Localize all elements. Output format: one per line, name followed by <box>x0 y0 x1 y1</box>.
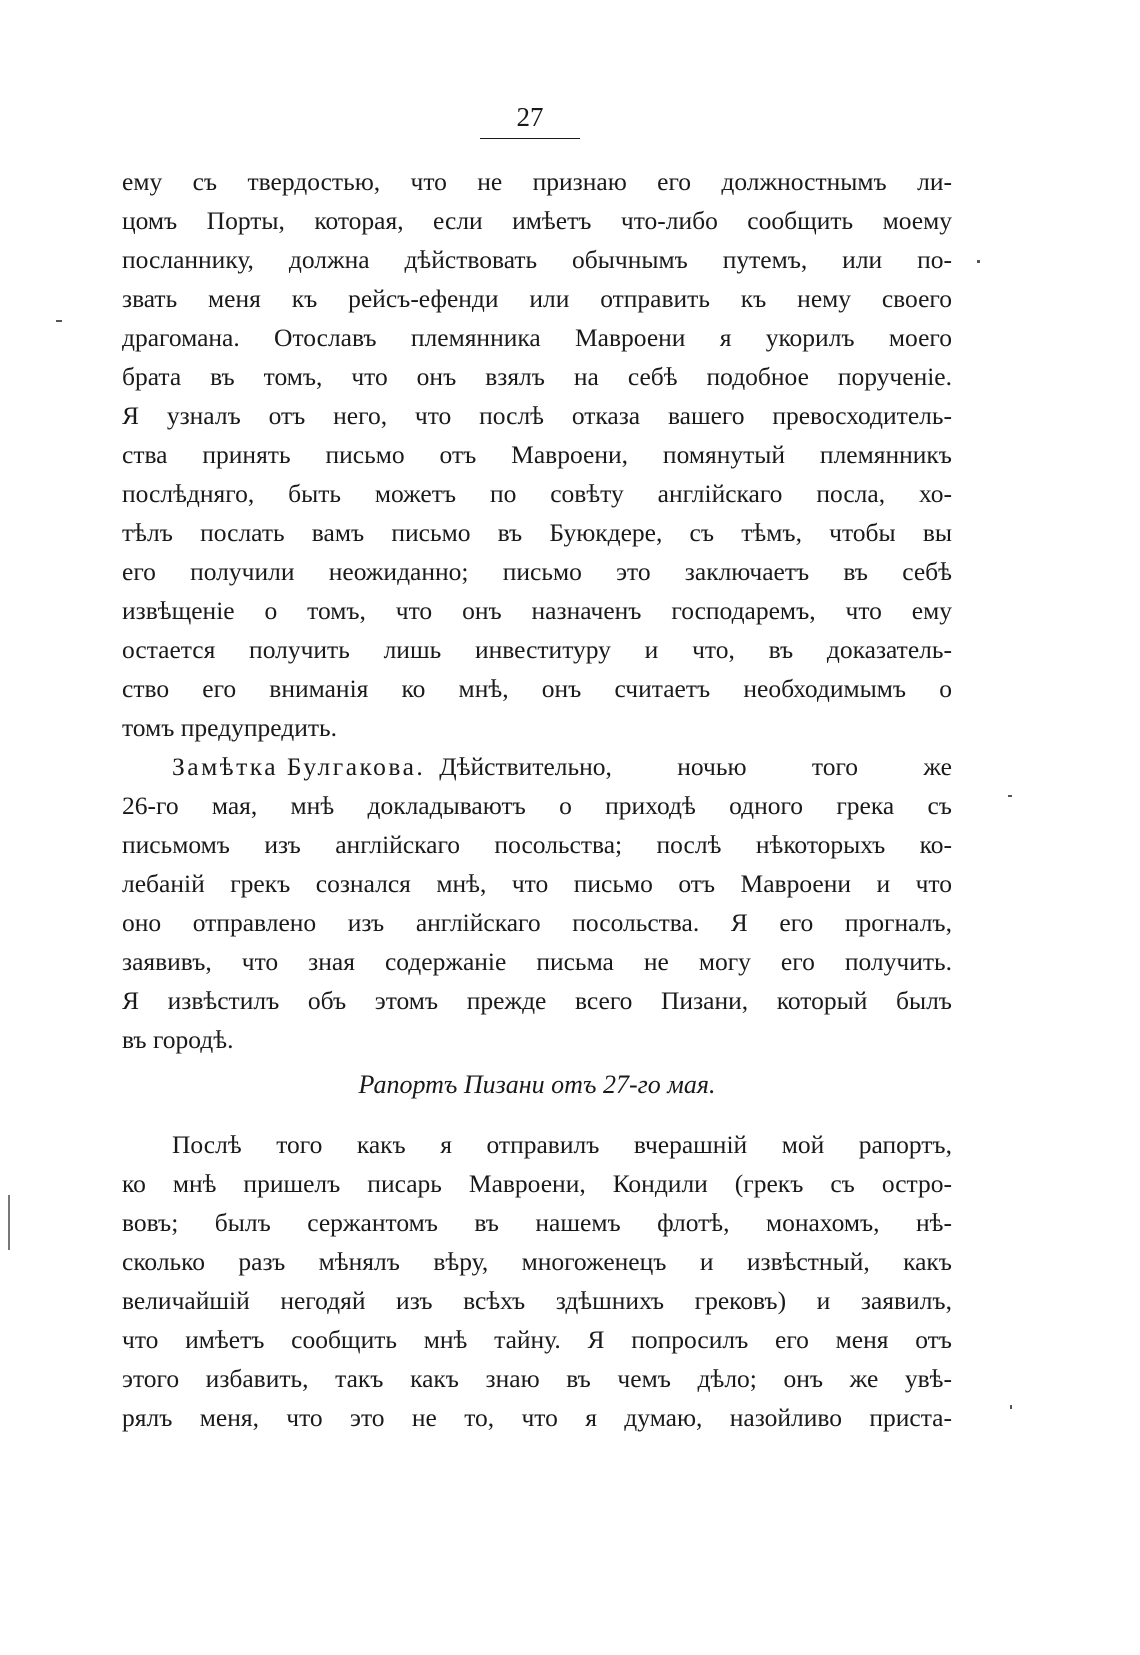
text-line: ства принять письмо отъ Мавроени, помянутый племянникъ <box>122 440 952 469</box>
report-heading: Рапортъ Пизани отъ 27-го мая. <box>358 1070 716 1099</box>
note-first-line-rest: Дѣйствительно, ночью того же <box>439 752 952 781</box>
text-line: Я извѣстилъ объ этомъ прежде всего Пизани, который былъ <box>122 986 952 1015</box>
text-line: письмомъ изъ англійскаго посольства; послѣ нѣкоторыхъ ко- <box>122 830 952 859</box>
page-number: 27 <box>516 102 544 132</box>
text-line: заявивъ, что зная содержаніе письма не могу его получить. <box>122 947 952 976</box>
text-line: что имѣетъ сообщить мнѣ тайну. Я попросилъ его меня отъ <box>122 1325 952 1354</box>
text-line: Послѣ того какъ я отправилъ вчерашній мой рапортъ, <box>172 1130 952 1159</box>
text-line: ко мнѣ пришелъ писарь Мавроени, Кондили (грекъ съ остро- <box>122 1169 952 1198</box>
note-first-line <box>172 747 952 787</box>
text-line: лебаній грекъ сознался мнѣ, что письмо отъ Мавроени и что <box>122 869 952 898</box>
text-line: оно отправлено изъ англійскаго посольства. Я его прогналъ, <box>122 908 952 937</box>
text-line: извѣщеніе о томъ, что онъ назначенъ господаремъ, что ему <box>122 596 952 625</box>
page-number-rule <box>480 138 580 139</box>
text-line: этого избавить, такъ какъ знаю въ чемъ дѣло; онъ же увѣ- <box>122 1364 952 1393</box>
text-line: томъ предупредить. <box>122 713 338 742</box>
scan-speck <box>56 320 62 322</box>
text-line: въ городѣ. <box>122 1025 234 1054</box>
text-line: тѣлъ послать вамъ письмо въ Буюкдере, съ тѣмъ, чтобы вы <box>122 518 952 547</box>
text-line: рялъ меня, что это не то, что я думаю, назойливо приста- <box>122 1403 952 1432</box>
scan-speck <box>977 260 980 263</box>
text-line: его получили неожиданно; письмо это заключаетъ въ себѣ <box>122 557 952 586</box>
scan-speck <box>8 1195 10 1250</box>
text-line: посланнику, должна дѣйствовать обычнымъ путемъ, или по- <box>122 245 952 274</box>
text-line: ему съ твердостью, что не признаю его должностнымъ ли- <box>122 167 952 196</box>
text-line: вовъ; былъ сержантомъ въ нашемъ флотѣ, монахомъ, нѣ- <box>122 1208 952 1237</box>
text-line: 26-го мая, мнѣ докладываютъ о приходѣ одного грека съ <box>122 791 952 820</box>
note-label: Замѣтка Булгакова. <box>172 752 426 781</box>
text-line: послѣдняго, быть можетъ по совѣту англійскаго посла, хо- <box>122 479 952 508</box>
text-line: брата въ томъ, что онъ взялъ на себѣ подобное порученіе. <box>122 362 952 391</box>
text-line: величайшій негодяй изъ всѣхъ здѣшнихъ грековъ) и заявилъ, <box>122 1286 952 1315</box>
text-line: сколько разъ мѣнялъ вѣру, многоженецъ и извѣстный, какъ <box>122 1247 952 1276</box>
scan-speck <box>1010 1405 1012 1409</box>
text-line: ство его вниманія ко мнѣ, онъ считаетъ необходимымъ о <box>122 674 952 703</box>
text-line: остается получить лишь инвеституру и что, въ доказатель- <box>122 635 952 664</box>
text-line: цомъ Порты, которая, если имѣетъ что-либо сообщить моему <box>122 206 952 235</box>
text-line: Я узналъ отъ него, что послѣ отказа вашего превосходитель- <box>122 401 952 430</box>
scan-speck <box>1008 795 1012 797</box>
text-line: драгомана. Отославъ племянника Мавроени я укорилъ моего <box>122 323 952 352</box>
text-line: звать меня къ рейсъ-ефенди или отправить къ нему своего <box>122 284 952 313</box>
